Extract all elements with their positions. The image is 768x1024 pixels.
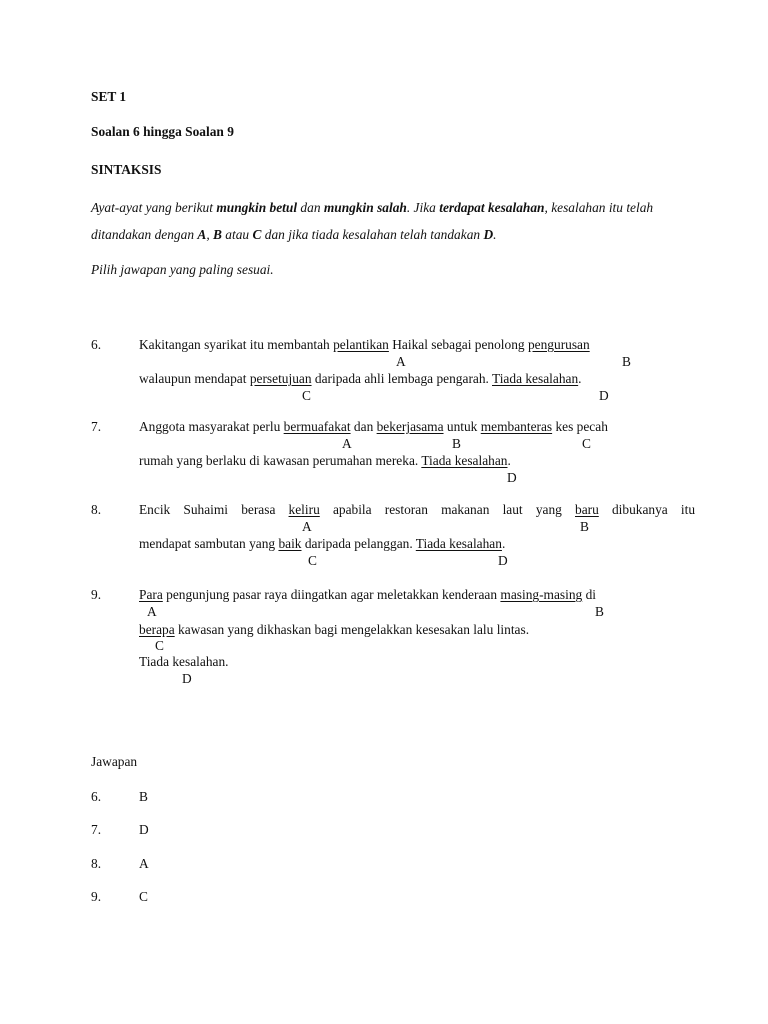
question-number: 9. bbox=[91, 587, 102, 602]
text: Kakitangan syarikat itu membantah bbox=[139, 337, 334, 352]
instr-bold: A bbox=[197, 227, 207, 242]
marked-segment-b: masing-masing bbox=[500, 587, 583, 602]
label-d: D bbox=[498, 553, 508, 568]
word: restoran bbox=[384, 502, 428, 517]
text: rumah yang berlaku di kawasan perumahan mereka. bbox=[139, 453, 422, 468]
marked-segment-c: membanteras bbox=[480, 419, 553, 434]
label-c: C bbox=[302, 388, 311, 403]
instr-text: dan bbox=[297, 200, 324, 215]
question-line-2 bbox=[139, 371, 582, 387]
question-line-2 bbox=[139, 622, 529, 638]
text: pengunjung pasar raya diingatkan agar meletakkan kenderaan bbox=[162, 587, 501, 602]
label-c: C bbox=[582, 436, 591, 451]
answer-number: 8. bbox=[91, 856, 102, 871]
marked-segment-a: pelantikan bbox=[333, 337, 389, 352]
text: mendapat sambutan yang bbox=[139, 536, 279, 551]
word: berasa bbox=[241, 502, 276, 517]
instr-text: atau bbox=[221, 227, 253, 242]
instr-text: . bbox=[493, 227, 497, 242]
question-line-1 bbox=[139, 587, 596, 603]
marked-segment-c: berapa bbox=[139, 622, 175, 637]
label-a: A bbox=[396, 354, 406, 369]
text: Haikal sebagai penolong bbox=[388, 337, 528, 352]
marked-segment-d: Tiada kesalahan bbox=[492, 371, 579, 386]
label-a: A bbox=[342, 436, 352, 451]
text: . bbox=[578, 371, 582, 386]
word: Suhaimi bbox=[183, 502, 229, 517]
marked-segment-a: Para bbox=[139, 587, 163, 602]
instr-text: , bbox=[206, 227, 214, 242]
marked-segment-d: Tiada kesalahan bbox=[421, 453, 508, 468]
answer-value: B bbox=[139, 789, 148, 804]
answer-value: D bbox=[139, 822, 149, 837]
label-c: C bbox=[308, 553, 317, 568]
instr-bold: mungkin betul bbox=[216, 200, 298, 215]
text: dan bbox=[350, 419, 377, 434]
answer-number: 9. bbox=[91, 889, 102, 904]
word: makanan bbox=[441, 502, 490, 517]
text: kawasan yang dikhaskan bagi mengelakkan kesesakan lalu lintas. bbox=[174, 622, 530, 637]
answers-title: Jawapan bbox=[91, 754, 138, 769]
text: . bbox=[501, 536, 506, 551]
label-d: D bbox=[507, 470, 517, 485]
label-b: B bbox=[622, 354, 631, 369]
section-title: SINTAKSIS bbox=[91, 162, 162, 177]
text: walaupun mendapat bbox=[139, 371, 250, 386]
text: untuk bbox=[443, 419, 481, 434]
answer-value: C bbox=[139, 889, 148, 904]
question-line-2 bbox=[139, 536, 505, 552]
instr-bold: D bbox=[483, 227, 494, 242]
word: laut bbox=[502, 502, 523, 517]
marked-segment-b: baru bbox=[575, 502, 599, 517]
marked-segment-c: persetujuan bbox=[249, 371, 312, 386]
instr-bold: C bbox=[252, 227, 262, 242]
answer-value: A bbox=[139, 856, 149, 871]
question-line-3: Tiada kesalahan. bbox=[139, 654, 229, 669]
label-b: B bbox=[595, 604, 604, 619]
marked-segment-a: keliru bbox=[288, 502, 320, 517]
label-b: B bbox=[580, 519, 589, 534]
question-line-1 bbox=[139, 419, 608, 435]
question-line-1 bbox=[139, 337, 590, 353]
marked-segment-a: bermuafakat bbox=[283, 419, 351, 434]
question-range: Soalan 6 hingga Soalan 9 bbox=[91, 124, 234, 139]
marked-segment-b: pengurusan bbox=[527, 337, 590, 352]
question-number: 6. bbox=[91, 337, 102, 352]
set-title: SET 1 bbox=[91, 89, 127, 104]
instr-text: . Jika bbox=[406, 200, 440, 215]
instr-bold: mungkin salah bbox=[323, 200, 407, 215]
question-number: 8. bbox=[91, 502, 102, 517]
text: kes pecah bbox=[552, 419, 608, 434]
label-a: A bbox=[147, 604, 157, 619]
marked-segment-c: baik bbox=[278, 536, 302, 551]
word: apabila bbox=[332, 502, 372, 517]
instruction-paragraph bbox=[91, 194, 696, 248]
word: itu bbox=[680, 502, 696, 517]
label-b: B bbox=[452, 436, 461, 451]
text: di bbox=[582, 587, 596, 602]
question-number: 7. bbox=[91, 419, 102, 434]
instr-text: dan jika tiada kesalahan telah tandakan bbox=[261, 227, 484, 242]
label-c: C bbox=[155, 638, 164, 653]
text: daripada pelanggan. bbox=[301, 536, 416, 551]
text: Anggota masyarakat perlu bbox=[139, 419, 284, 434]
text: . bbox=[507, 453, 511, 468]
marked-segment-d: Tiada kesalahan bbox=[415, 536, 502, 551]
text: daripada ahli lembaga pengarah. bbox=[311, 371, 492, 386]
question-line-1 bbox=[139, 502, 695, 518]
word: Encik bbox=[139, 502, 171, 517]
question-line-2 bbox=[139, 453, 511, 469]
instr-bold: terdapat kesalahan bbox=[439, 200, 545, 215]
instr-text: Ayat-ayat yang berikut bbox=[91, 200, 217, 215]
label-d: D bbox=[182, 671, 192, 686]
instr-text: , kesalahan itu telah ditandakan dengan bbox=[91, 200, 654, 242]
label-d: D bbox=[599, 388, 609, 403]
answer-number: 6. bbox=[91, 789, 102, 804]
word: dibukanya bbox=[611, 502, 668, 517]
word: yang bbox=[535, 502, 562, 517]
instruction-choose: Pilih jawapan yang paling sesuai. bbox=[91, 262, 274, 277]
answer-number: 7. bbox=[91, 822, 102, 837]
marked-segment-b: bekerjasama bbox=[376, 419, 444, 434]
instr-bold: B bbox=[213, 227, 222, 242]
label-a: A bbox=[302, 519, 312, 534]
